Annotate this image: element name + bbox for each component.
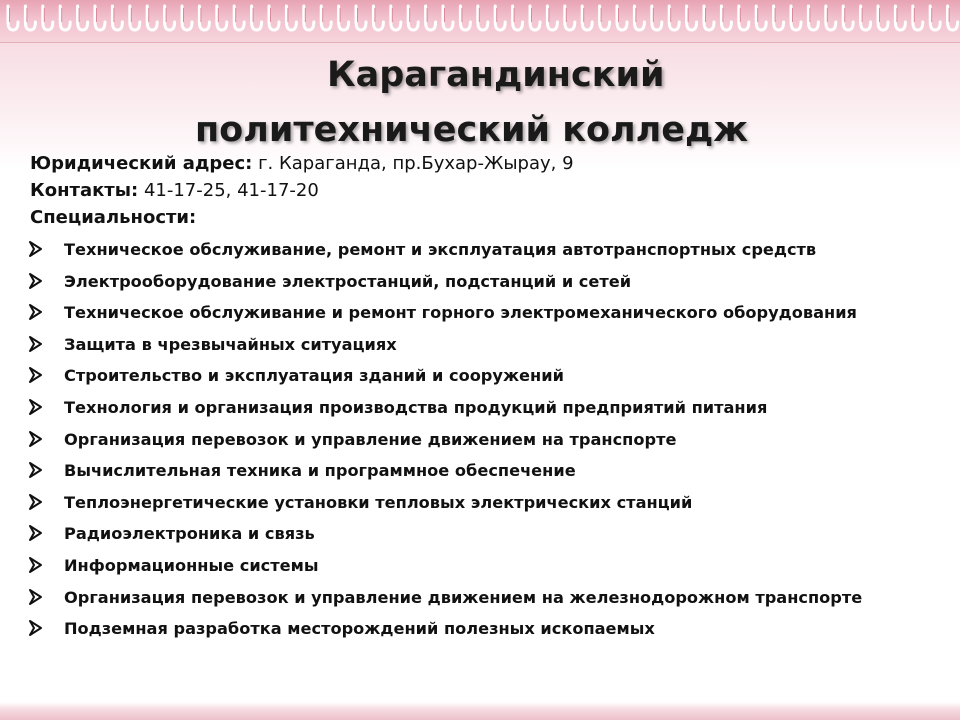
binding-ring-icon: [652, 6, 662, 30]
binding-ring-icon: [199, 6, 209, 30]
binding-ring-icon: [339, 6, 349, 30]
binding-ring-icon: [669, 6, 679, 30]
arrow-bullet-icon: [28, 461, 46, 479]
binding-ring-icon: [112, 6, 122, 30]
list-item-label: Строительство и эксплуатация зданий и сооружений: [64, 366, 564, 386]
list-item-label: Электрооборудование электростанций, подстанций и сетей: [64, 271, 632, 291]
binding-ring-icon: [78, 6, 88, 30]
binding-ring-icon: [60, 6, 70, 30]
binding-ring-icon: [721, 6, 731, 30]
binding-ring-icon: [269, 6, 279, 30]
binding-ring-icon: [808, 6, 818, 30]
binding-ring-icon: [600, 6, 610, 30]
list-item: [28, 364, 928, 388]
binding-ring-icon: [373, 6, 383, 30]
list-item-label: Техническое обслуживание, ремонт и эксплуатация автотранспортных средств: [64, 240, 817, 259]
list-item-label: Организация перевозок и управление движением на транспорте: [64, 429, 677, 449]
binding-ring-icon: [895, 6, 905, 30]
notebook-binding-strip: [0, 0, 960, 43]
binding-ring-icon: [687, 6, 697, 30]
binding-ring-icon: [826, 6, 836, 30]
binding-ring-icon: [861, 6, 871, 30]
arrow-bullet-icon: [28, 524, 46, 542]
list-item-label: Организация перевозок и управление движением на железнодорожном транспорте: [64, 587, 863, 607]
binding-ring-icon: [843, 6, 853, 30]
list-item: [28, 554, 928, 578]
specialties-label: Специальности:: [30, 207, 197, 228]
contacts-value: 41-17-25, 41-17-20: [138, 180, 319, 201]
binding-ring-icon: [252, 6, 262, 30]
list-item-label: Радиоэлектроника и связь: [64, 524, 315, 544]
binding-ring-icon: [478, 6, 488, 30]
binding-ring-icon: [43, 6, 53, 30]
binding-ring-icon: [878, 6, 888, 30]
arrow-bullet-icon: [28, 588, 46, 606]
list-item-label: Техническое обслуживание и ремонт горного электромеханического оборудования: [64, 303, 857, 323]
contacts-label: Контакты:: [30, 180, 139, 201]
list-item: [28, 617, 928, 641]
list-item-label: Подземная разработка месторождений полезных ископаемых: [64, 619, 655, 639]
binding-ring-icon: [617, 6, 627, 30]
binding-ring-icon: [426, 6, 436, 30]
binding-ring-icon: [408, 6, 418, 30]
binding-ring-icon: [513, 6, 523, 30]
arrow-bullet-icon: [28, 335, 46, 353]
arrow-bullet-icon: [28, 398, 46, 416]
binding-ring-icon: [634, 6, 644, 30]
bottom-decor-band: [0, 702, 960, 720]
binding-rings: [0, 0, 960, 42]
binding-ring-icon: [547, 6, 557, 30]
arrow-bullet-icon: [28, 619, 46, 637]
binding-ring-icon: [165, 6, 175, 30]
list-item-label: Теплоэнергетические установки тепловых электрических станций: [64, 492, 693, 512]
list-item: [28, 333, 928, 357]
list-item: [28, 428, 928, 452]
binding-ring-icon: [913, 6, 923, 30]
binding-ring-icon: [217, 6, 227, 30]
binding-ring-icon: [460, 6, 470, 30]
list-item-label: Защита в чрезвычайных ситуациях: [64, 334, 397, 354]
arrow-bullet-icon: [28, 493, 46, 511]
title-line-2: политехнический колледж: [195, 110, 749, 150]
binding-ring-icon: [443, 6, 453, 30]
address-value: г. Караганда, пр.Бухар-Жырау, 9: [252, 153, 574, 174]
address-row: [30, 150, 574, 177]
list-item: [28, 586, 928, 610]
list-item: [28, 491, 928, 515]
arrow-bullet-icon: [28, 556, 46, 574]
binding-ring-icon: [95, 6, 105, 30]
address-label: Юридический адрес:: [30, 153, 253, 174]
list-item: [28, 396, 928, 420]
binding-ring-icon: [948, 6, 958, 30]
binding-ring-icon: [8, 6, 18, 30]
contacts-row: [30, 177, 574, 204]
binding-ring-icon: [582, 6, 592, 30]
binding-ring-icon: [25, 6, 35, 30]
binding-ring-icon: [791, 6, 801, 30]
arrow-bullet-icon: [28, 272, 46, 290]
binding-ring-icon: [286, 6, 296, 30]
list-item: [28, 459, 928, 483]
binding-ring-icon: [565, 6, 575, 30]
binding-ring-icon: [356, 6, 366, 30]
list-item-label: Информационные системы: [64, 555, 319, 575]
info-block: [30, 150, 574, 231]
binding-ring-icon: [182, 6, 192, 30]
binding-ring-icon: [704, 6, 714, 30]
specialties-list: [28, 238, 928, 649]
binding-ring-icon: [234, 6, 244, 30]
specialties-heading: [30, 204, 574, 231]
binding-ring-icon: [495, 6, 505, 30]
list-item: [28, 238, 928, 262]
arrow-bullet-icon: [28, 430, 46, 448]
arrow-bullet-icon: [28, 240, 46, 258]
binding-ring-icon: [530, 6, 540, 30]
binding-ring-icon: [756, 6, 766, 30]
title-line-1: Карагандинский: [327, 55, 665, 95]
binding-ring-icon: [304, 6, 314, 30]
list-item: [28, 270, 928, 294]
binding-ring-icon: [391, 6, 401, 30]
binding-ring-icon: [739, 6, 749, 30]
binding-ring-icon: [321, 6, 331, 30]
binding-ring-icon: [147, 6, 157, 30]
binding-ring-icon: [930, 6, 940, 30]
binding-ring-icon: [774, 6, 784, 30]
binding-ring-icon: [130, 6, 140, 30]
arrow-bullet-icon: [28, 303, 46, 321]
list-item: [28, 522, 928, 546]
list-item: [28, 301, 928, 325]
list-item-label: Вычислительная техника и программное обеспечение: [64, 461, 576, 481]
arrow-bullet-icon: [28, 366, 46, 384]
list-item-label: Технология и организация производства продукций предприятий питания: [64, 397, 768, 417]
